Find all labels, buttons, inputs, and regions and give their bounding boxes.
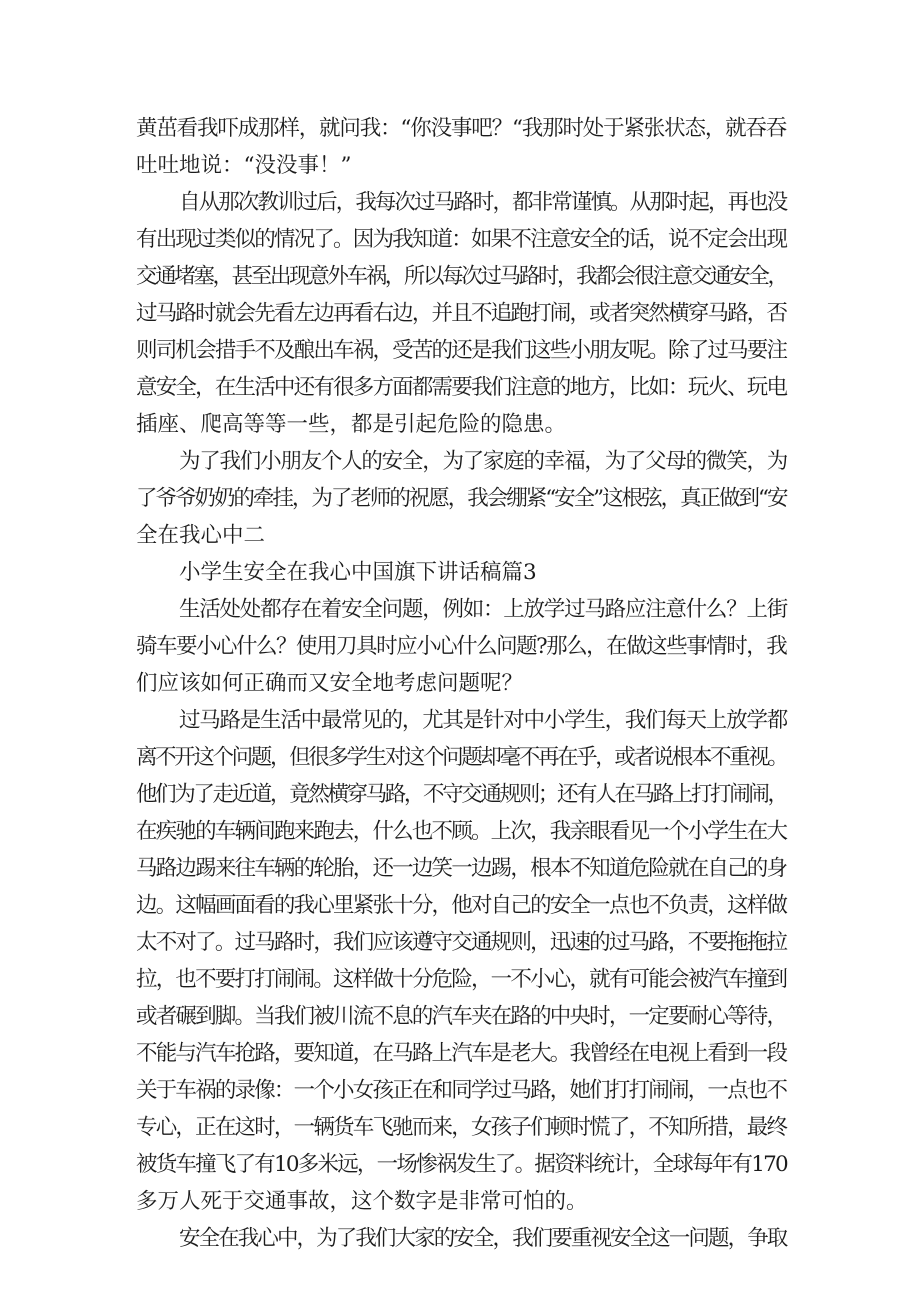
text-line: 们应该如何正确而又安全地考虑问题呢？ [136,671,524,696]
text-line: 多万人死于交通事故，这个数字是非常可怕的。 [136,1189,588,1214]
text-line: 意安全，在生活中还有很多方面都需要我们注意的地方，比如：玩火、玩电 [136,375,787,400]
text-line: 自从那次教训过后，我每次过马路时，都非常谨慎。从那时起，再也没 [179,190,787,215]
text-line: 全在我心中二 [136,523,266,548]
text-line: 不能与汽车抢路，要知道，在马路上汽车是老大。我曾经在电视上看到一段 [136,1041,787,1066]
text-line: 安全在我心中，为了我们大家的安全，我们要重视安全这一问题，争取 [179,1226,787,1251]
text-line: 或者碾到脚。当我们被川流不息的汽车夹在路的中央时，一定要耐心等待， [136,1004,787,1029]
text-line: 拉，也不要打打闹闹。这样做十分危险，一不小心，就有可能会被汽车撞到 [136,967,787,992]
text-line: 过马路是生活中最常见的，尤其是针对中小学生，我们每天上放学都 [179,708,788,733]
text-line: 马路边踢来往车辆的轮胎，还一边笑一边踢，根本不知道危险就在自己的身 [136,856,787,881]
text-line: 插座、爬高等等一些，都是引起危险的隐患。 [136,412,567,437]
text-line: 有出现过类似的情况了。因为我知道：如果不注意安全的话，说不定会出现 [136,227,787,252]
text-line: 吐吐地说：“没没事！” [136,153,352,178]
text-line: 专心，正在这时，一辆货车飞驰而来，女孩子们顿时慌了，不知所措，最终 [136,1115,787,1140]
document-body [136,110,790,1257]
text-line: 则司机会措手不及酿出车祸，受苦的还是我们这些小朋友呢。除了过马要注 [136,338,787,363]
text-line: 了爷爷奶奶的牵挂，为了老师的祝愿，我会绷紧“安全”这根弦，真正做到“安 [136,486,787,511]
text-line: 在疾驰的车辆间跑来跑去，什么也不顾。上次，我亲眼看见一个小学生在大 [136,819,787,844]
text-line: 交通堵塞，甚至出现意外车祸，所以每次过马路时，我都会很注意交通安全， [136,264,787,289]
text-line: 离不开这个问题，但很多学生对这个问题却毫不再在乎，或者说根本不重视。 [136,745,787,770]
text-line: 边。这幅画面看的我心里紧张十分，他对自己的安全一点也不负责，这样做 [136,893,787,918]
text-line: 骑车要小心什么？使用刀具时应小心什么问题?那么，在做这些事情时，我 [136,634,787,659]
text-line: 小学生安全在我心中国旗下讲话稿篇3 [179,560,537,585]
text-line: 生活处处都存在着安全问题，例如：上放学过马路应注意什么？上街 [179,597,788,622]
text-line: 他们为了走近道，竟然横穿马路，不守交通规则；还有人在马路上打打闹闹， [136,782,787,807]
text-line: 太不对了。过马路时，我们应该遵守交通规则，迅速的过马路，不要拖拖拉 [136,930,787,955]
text-line: 关于车祸的录像：一个小女孩正在和同学过马路，她们打打闹闹，一点也不 [136,1078,787,1103]
text-line: 被货车撞飞了有10多米远，一场惨祸发生了。据资料统计，全球每年有170 [136,1152,787,1177]
text-line: 为了我们小朋友个人的安全，为了家庭的幸福，为了父母的微笑，为 [179,449,788,474]
text-line: 过马路时就会先看左边再看右边，并且不追跑打闹，或者突然横穿马路，否 [136,301,787,326]
text-line: 黄茁看我吓成那样，就问我：“你没事吧？“我那时处于紧张状态，就吞吞 [136,116,787,141]
